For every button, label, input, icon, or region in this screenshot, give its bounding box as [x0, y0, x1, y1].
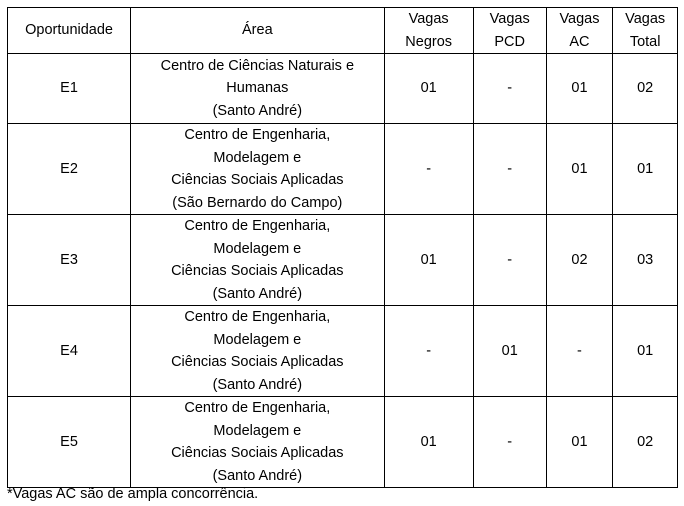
header-vagas-pcd-line: PCD [494, 33, 526, 50]
header-vagas-total [613, 8, 678, 54]
header-vagas-pcd-line: Vagas [489, 11, 530, 27]
area-line: Modelagem e [213, 240, 302, 257]
area-line: (Santo André) [212, 467, 303, 484]
area-line: Ciências Sociais Aplicadas [171, 445, 344, 461]
cell-vagas-negros: - [384, 306, 473, 397]
header-vagas-ac-line: Vagas [559, 11, 600, 27]
cell-vagas-ac: 01 [546, 397, 613, 488]
area-line: Centro de Ciências Naturais e [160, 57, 355, 74]
cell-vagas-ac: 01 [546, 124, 613, 215]
header-vagas-total-line: Vagas [625, 11, 666, 27]
vagas-table-container [7, 7, 678, 488]
cell-vagas-pcd: - [473, 215, 546, 306]
table-row [8, 306, 678, 397]
header-oportunidade: Oportunidade [8, 8, 131, 54]
cell-area [131, 54, 384, 124]
cell-area [131, 306, 384, 397]
header-row [8, 8, 678, 54]
area-line: (Santo André) [212, 102, 303, 119]
cell-vagas-pcd: - [473, 54, 546, 124]
area-line: Ciências Sociais Aplicadas [171, 354, 344, 370]
area-line: Modelagem e [213, 149, 302, 166]
area-line: Centro de Engenharia, [184, 218, 331, 234]
cell-vagas-total: 03 [613, 215, 678, 306]
area-line: Ciências Sociais Aplicadas [171, 263, 344, 279]
cell-vagas-negros: - [384, 124, 473, 215]
cell-vagas-total: 02 [613, 54, 678, 124]
cell-area [131, 215, 384, 306]
header-vagas-pcd [473, 8, 546, 54]
header-vagas-ac-line: AC [569, 33, 590, 50]
cell-vagas-pcd: - [473, 124, 546, 215]
area-line: (Santo André) [212, 285, 303, 302]
footnote: *Vagas AC são de ampla concorrência. [7, 486, 259, 502]
header-vagas-negros [384, 8, 473, 54]
area-line: (São Bernardo do Campo) [172, 194, 343, 211]
cell-vagas-pcd: - [473, 397, 546, 488]
table-row [8, 215, 678, 306]
area-line: Modelagem e [213, 422, 302, 439]
cell-vagas-negros: 01 [384, 54, 473, 124]
table-row [8, 124, 678, 215]
header-vagas-ac [546, 8, 613, 54]
header-vagas-total-line: Total [629, 33, 661, 50]
cell-oportunidade: E4 [8, 306, 131, 397]
header-area: Área [131, 8, 384, 54]
cell-oportunidade: E2 [8, 124, 131, 215]
cell-area [131, 124, 384, 215]
area-line: Modelagem e [213, 331, 302, 348]
cell-vagas-ac: 02 [546, 215, 613, 306]
header-vagas-negros-line: Negros [405, 33, 453, 50]
cell-oportunidade: E1 [8, 54, 131, 124]
area-line: Ciências Sociais Aplicadas [171, 172, 344, 188]
cell-vagas-total: 02 [613, 397, 678, 488]
cell-vagas-ac: - [546, 306, 613, 397]
cell-vagas-negros: 01 [384, 397, 473, 488]
cell-vagas-pcd: 01 [473, 306, 546, 397]
table-row [8, 54, 678, 124]
cell-area [131, 397, 384, 488]
cell-vagas-total: 01 [613, 124, 678, 215]
cell-oportunidade: E5 [8, 397, 131, 488]
area-line: Centro de Engenharia, [184, 309, 331, 325]
header-vagas-negros-line: Vagas [408, 11, 449, 27]
area-line: Humanas [226, 80, 289, 97]
table-row [8, 397, 678, 488]
cell-vagas-total: 01 [613, 306, 678, 397]
cell-oportunidade: E3 [8, 215, 131, 306]
cell-vagas-negros: 01 [384, 215, 473, 306]
area-line: (Santo André) [212, 376, 303, 393]
cell-vagas-ac: 01 [546, 54, 613, 124]
area-line: Centro de Engenharia, [184, 400, 331, 416]
area-line: Centro de Engenharia, [184, 127, 331, 143]
vagas-table [7, 7, 678, 488]
